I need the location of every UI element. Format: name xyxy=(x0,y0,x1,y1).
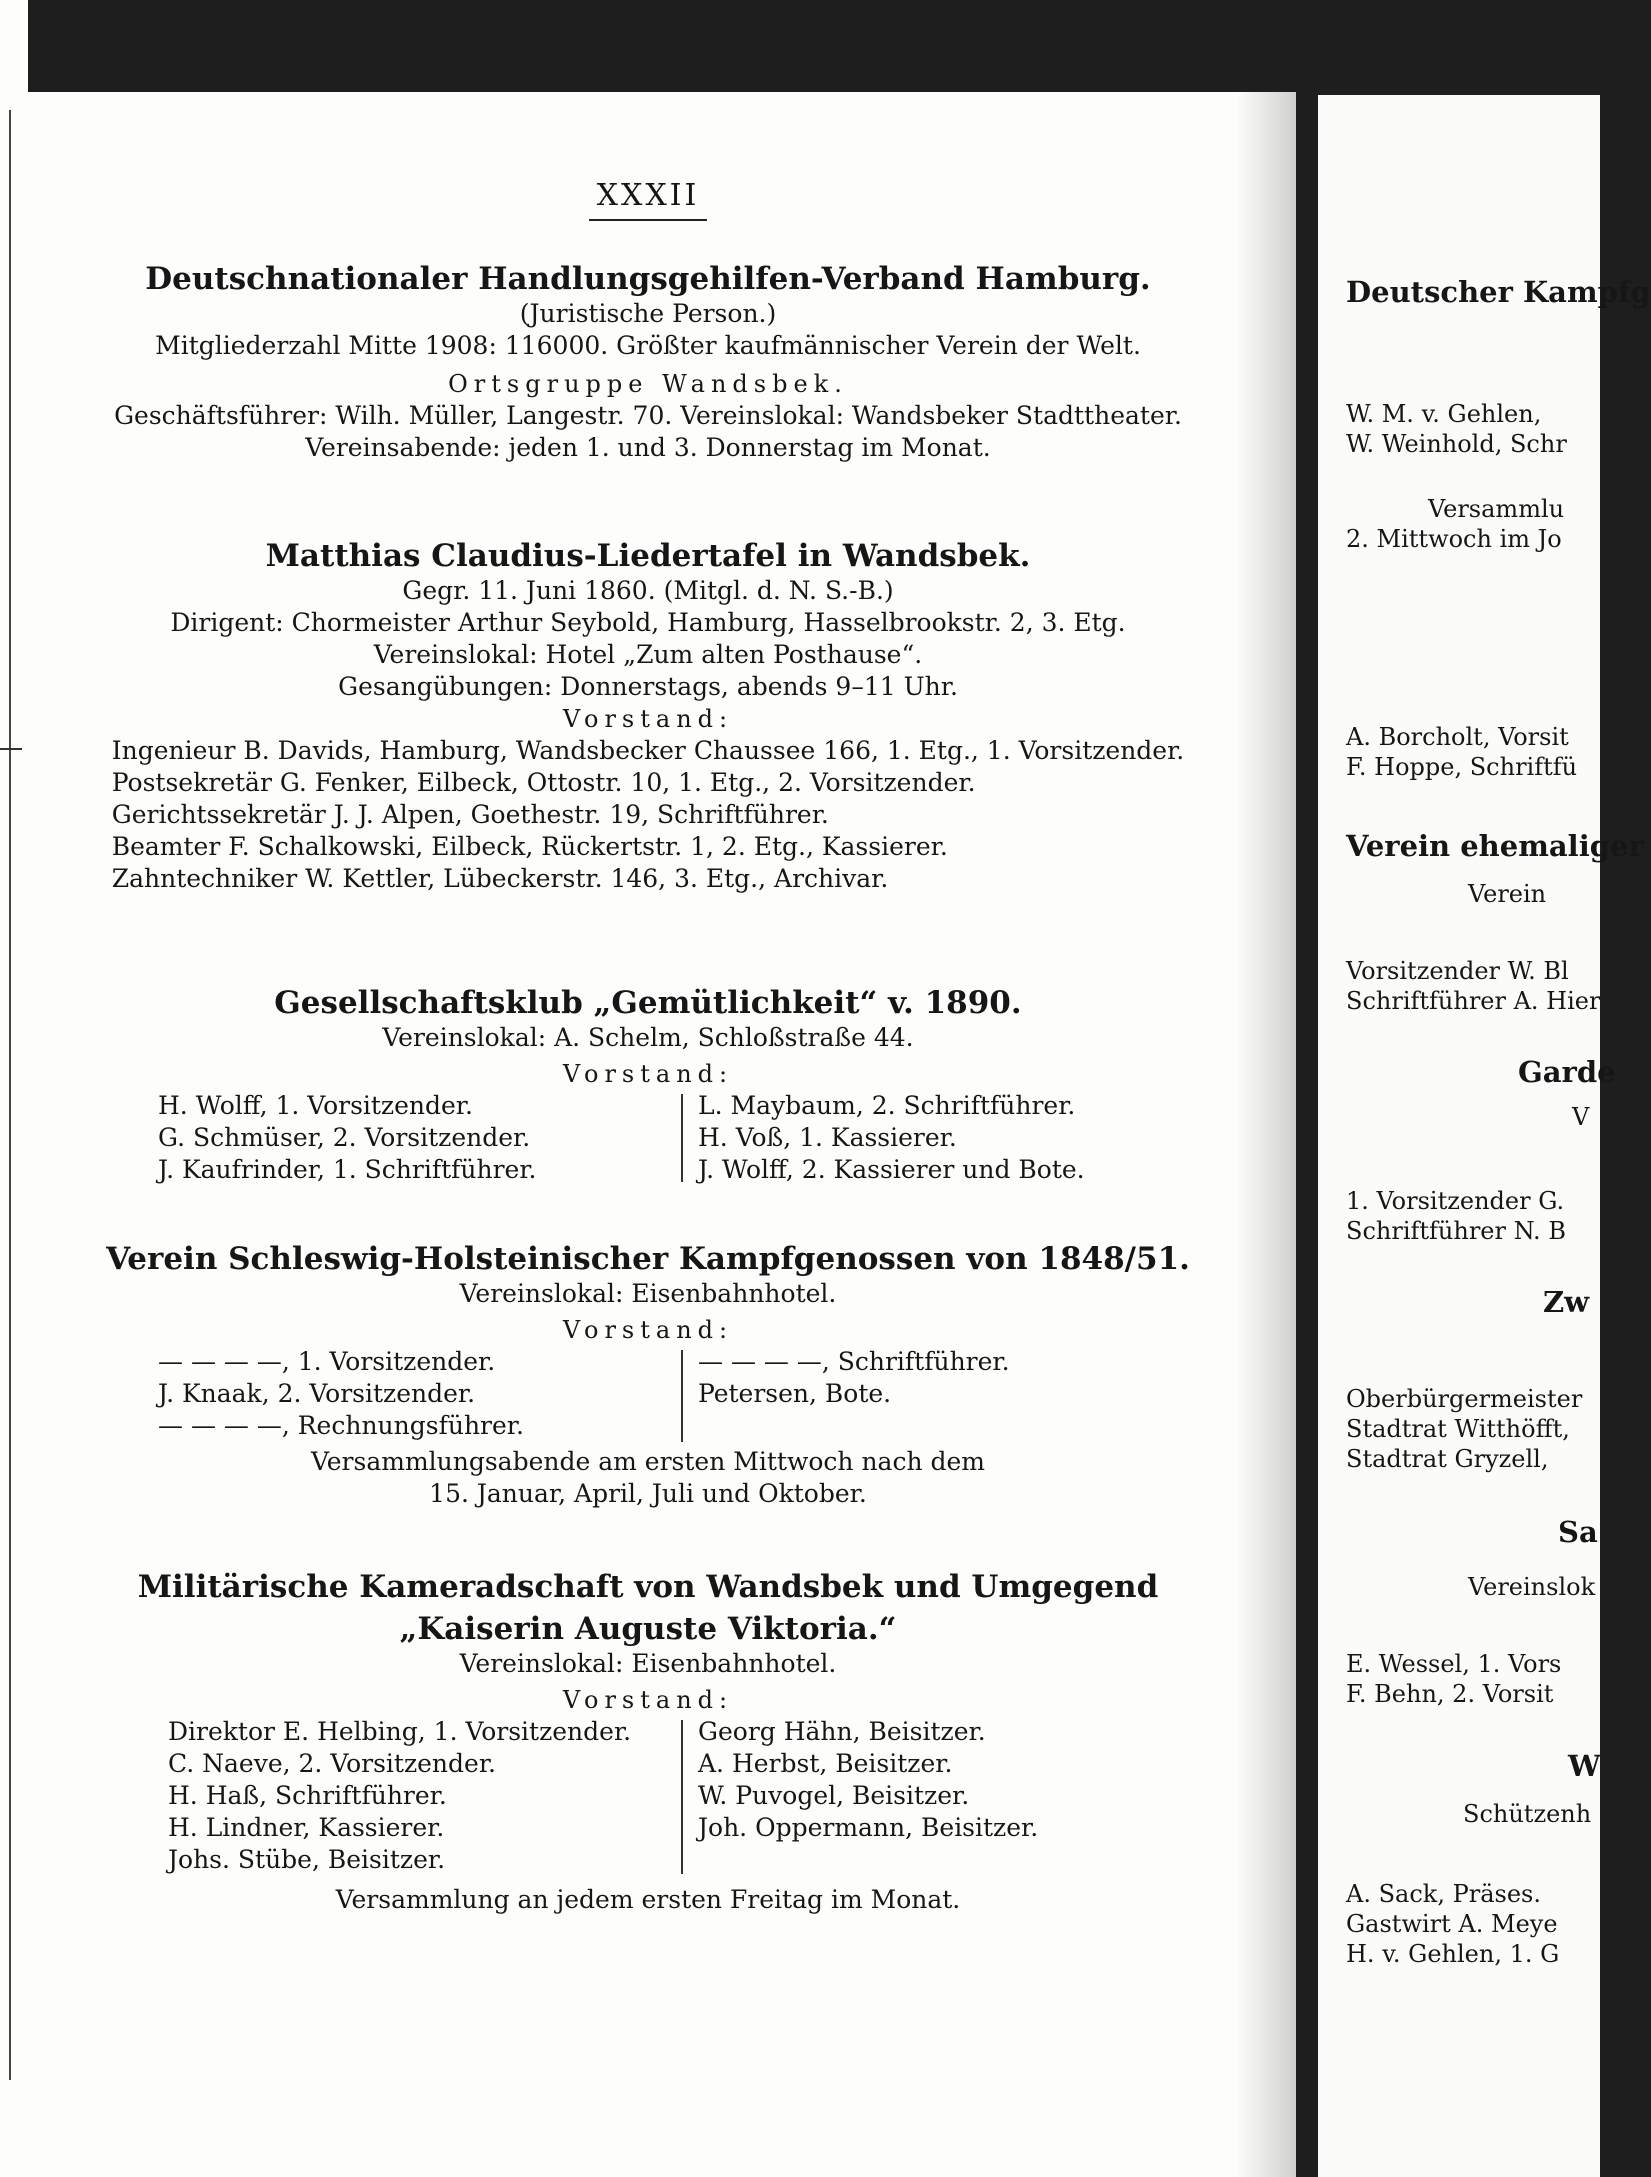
list-item: — — — —, Rechnungsführer. xyxy=(158,1411,524,1440)
list-item: Ingenieur B. Davids, Hamburg, Wandsbecker Chaussee 166, 1. Etg., 1. Vorsitzender. xyxy=(111,736,1185,765)
section-subtitle: „Kaiserin Auguste Viktoria.“ xyxy=(399,1611,897,1647)
page-number: XXXII xyxy=(28,178,1268,221)
list-item: Zahntechniker W. Kettler, Lübeckerstr. 146, 3. Etg., Archivar. xyxy=(111,864,889,893)
section-dhv: Deutschnationaler Handlungsgehilfen-Verband Hamburg. (Juristische Person.) Mitgliederzahl Mitte 1908: 116000. Größter kaufmännischer Verein der Welt. Ortsgruppe Wandsbek. Geschäftsführer: Wilh. Müller, Langestr. 70. Vereinslokal: Wandsbeker Stadttheater. Vereinsabende: jeden 1. und 3. Donnerstag im Monat. xyxy=(28,260,1268,464)
section-title: Zw xyxy=(1543,1285,1590,1319)
board-columns xyxy=(28,1716,1268,1880)
list-item: Gerichtssekretär J. J. Alpen, Goethestr. 19, Schriftführer. xyxy=(111,800,829,829)
section-title: Verein ehemaliger xyxy=(1346,829,1644,863)
list-item: J. Kaufrinder, 1. Schriftführer. xyxy=(158,1155,537,1184)
board-columns xyxy=(28,1346,1268,1446)
list-item: H. Wolff, 1. Vorsitzender. xyxy=(158,1091,473,1120)
list-item: H. Voß, 1. Kassierer. xyxy=(698,1123,957,1152)
column-divider xyxy=(681,1094,683,1182)
section-title: W xyxy=(1568,1749,1601,1783)
column-divider xyxy=(681,1350,683,1442)
list-item: — — — —, Schriftführer. xyxy=(698,1347,1010,1376)
section-title: Deutscher Kampfg xyxy=(1346,275,1651,309)
list-item: J. Knaak, 2. Vorsitzender. xyxy=(158,1379,476,1408)
list-item: Johs. Stübe, Beisitzer. xyxy=(168,1845,446,1874)
list-item: Direktor E. Helbing, 1. Vorsitzender. xyxy=(168,1717,632,1746)
list-item: Beamter F. Schalkowski, Eilbeck, Rückertstr. 1, 2. Etg., Kassierer. xyxy=(111,832,948,861)
margin-rule xyxy=(9,110,11,2080)
section-schleswig: Verein Schleswig-Holsteinischer Kampfgenossen von 1848/51. Vereinslokal: Eisenbahnhotel. Vorstand: — — — —, 1. Vorsitzender. J. Knaak, 2. Vorsitzender. — — — —, Rechnungsführer. — — — —, Schriftführer. Petersen, Bote. Versammlungsabende am ersten Mittwoch nach dem 15. Januar, April, Juli und Oktober. xyxy=(28,1240,1268,1510)
section-claudius: Matthias Claudius-Liedertafel in Wandsbek. Gegr. 11. Juni 1860. (Mitgl. d. N. S.-B.) Dirigent: Chormeister Arthur Seybold, Hamburg, Hasselbrookstr. 2, 3. Etg. Vereinslokal: Hotel „Zum alten Posthause“. Gesangübungen: Donnerstags, abends 9–11 Uhr. Vorstand: Ingenieur B. Davids, Hamburg, Wandsbecker Chaussee 166, 1. Etg., 1. Vorsitzender. Postsekretär G. Fenker, Eilbeck, Ottostr. 10, 1. Etg., 2. Vorsitzender. Gerichtssekretär J. J. Alpen, Goethestr. 19, Schriftführer. Beamter F. Schalkowski, Eilbeck, Rückertstr. 1, 2. Etg., Kassierer. Zahntechniker W. Kettler, Lübeckerstr. 146, 3. Etg., Archivar. xyxy=(28,537,1268,895)
section-title: Gesellschaftsklub „Gemütlichkeit“ v. 1890. xyxy=(274,985,1022,1021)
section-title: Deutschnationaler Handlungsgehilfen-Verband Hamburg. xyxy=(145,261,1151,297)
section-title: Verein Schleswig-Holsteinischer Kampfgenossen von 1848/51. xyxy=(106,1241,1190,1277)
section-militaer: Militärische Kameradschaft von Wandsbek und Umgegend „Kaiserin Auguste Viktoria.“ Vereinslokal: Eisenbahnhotel. Vorstand: Direktor E. Helbing, 1. Vorsitzender. C. Naeve, 2. Vorsitzender. H. Haß, Schriftführer. H. Lindner, Kassierer. Johs. Stübe, Beisitzer. Georg Hähn, Beisitzer. A. Herbst, Beisitzer. W. Puvogel, Beisitzer. Joh. Oppermann, Beisitzer. Versammlung an jedem ersten Freitag im Monat. xyxy=(28,1568,1268,1916)
list-item: J. Wolff, 2. Kassierer und Bote. xyxy=(698,1155,1085,1184)
right-page: Deutscher Kampfg W. M. v. Gehlen, W. Weinhold, Schr Versammlu 2. Mittwoch im Jo A. Borcholt, Vorsit F. Hoppe, Schriftfü Verein ehemaliger Verein Vorsitzender W. Bl Schriftführer A. Hier Garde V 1. Vorsitzender G. Schriftführer N. B Zw Oberbürgermeister Stadtrat Witthöfft, Stadtrat Gryzell, Sa Vereinslok E. Wessel, 1. Vors F. Behn, 2. Vorsit W Schützenh A. Sack, Präses. Gastwirt A. Meye H. v. Gehlen, 1. G xyxy=(1318,95,1600,2177)
margin-tick xyxy=(0,748,22,750)
list-item: Petersen, Bote. xyxy=(698,1379,892,1408)
list-item: H. Lindner, Kassierer. xyxy=(168,1813,445,1842)
left-page xyxy=(28,92,1296,2177)
list-item: — — — —, 1. Vorsitzender. xyxy=(158,1347,496,1376)
member-list xyxy=(112,735,1185,895)
list-item: H. Haß, Schriftführer. xyxy=(168,1781,447,1810)
list-item: L. Maybaum, 2. Schriftführer. xyxy=(698,1091,1076,1120)
left-margin-strip xyxy=(0,0,28,2177)
list-item: W. Puvogel, Beisitzer. xyxy=(698,1781,970,1810)
list-item: A. Herbst, Beisitzer. xyxy=(698,1749,953,1778)
section-title: Garde xyxy=(1518,1055,1616,1089)
section-title: Militärische Kameradschaft von Wandsbek und Umgegend xyxy=(137,1569,1159,1605)
list-item: C. Naeve, 2. Vorsitzender. xyxy=(168,1749,496,1778)
list-item: G. Schmüser, 2. Vorsitzender. xyxy=(158,1123,531,1152)
list-item: Georg Hähn, Beisitzer. xyxy=(698,1717,986,1746)
list-item: Postsekretär G. Fenker, Eilbeck, Ottostr. 10, 1. Etg., 2. Vorsitzender. xyxy=(111,768,976,797)
board-columns xyxy=(28,1090,1268,1190)
section-title: Matthias Claudius-Liedertafel in Wandsbek. xyxy=(265,538,1031,574)
list-item: Joh. Oppermann, Beisitzer. xyxy=(698,1813,1039,1842)
section-gemuetlichkeit: Gesellschaftsklub „Gemütlichkeit“ v. 1890. Vereinslokal: A. Schelm, Schloßstraße 44. Vorstand: H. Wolff, 1. Vorsitzender. G. Schmüser, 2. Vorsitzender. J. Kaufrinder, 1. Schriftführer. L. Maybaum, 2. Schriftführer. H. Voß, 1. Kassierer. J. Wolff, 2. Kassierer und Bote. xyxy=(28,984,1268,1190)
section-title: Sa xyxy=(1558,1515,1598,1549)
column-divider xyxy=(681,1720,683,1874)
